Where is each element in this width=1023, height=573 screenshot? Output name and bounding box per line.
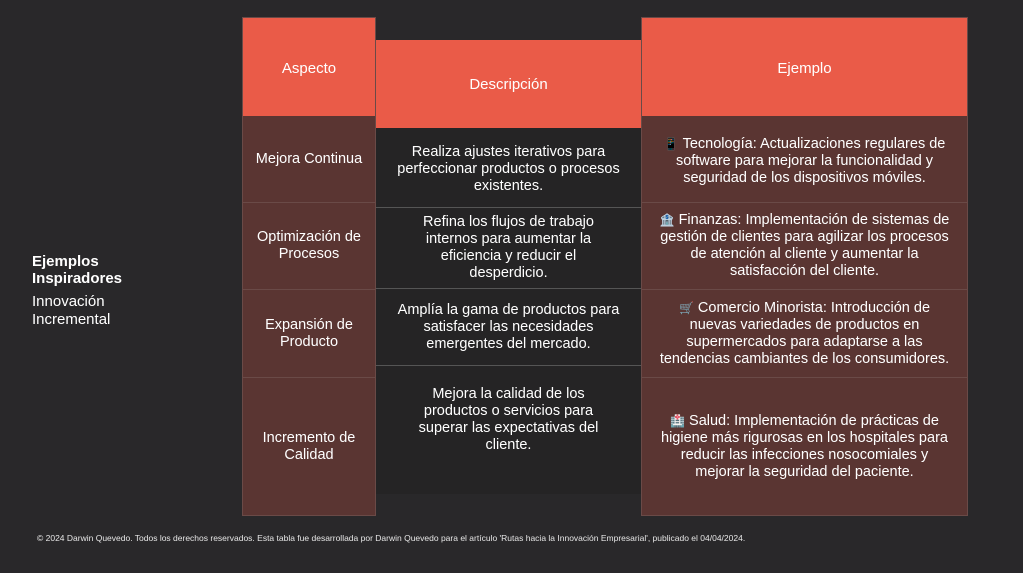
aspecto-header: Aspecto [243, 18, 375, 116]
ejemplo-cell-4 [642, 378, 967, 515]
section-title: Ejemplos Inspiradores [32, 253, 123, 287]
side-heading [32, 253, 232, 329]
descripcion-cell-4: Mejora la calidad de los productos o servicios para superar las expectativas del cliente. [418, 386, 599, 453]
copyright-footer: © 2024 Darwin Quevedo. Todos los derechos reservados. Esta tabla fue desarrollada por Darwin Quevedo para el artículo 'Rutas hacia la Innovación Empresarial', publicado el 04/04/2024. [37, 533, 746, 543]
descripcion-cell-1: Realiza ajustes iterativos para perfeccionar productos o procesos existentes. [397, 143, 620, 194]
aspecto-column [242, 17, 376, 516]
hospital-icon: 🏥 [670, 413, 686, 428]
aspecto-cell-2: Optimización de Procesos [257, 229, 361, 262]
mobile-phone-icon: 📱 [663, 136, 679, 151]
descripcion-column [376, 40, 641, 494]
descripcion-cell-2: Refina los flujos de trabajo internos para aumentar la eficiencia y reducir el desperdicio. [423, 214, 594, 281]
shopping-cart-icon: 🛒 [678, 300, 694, 315]
ejemplo-cell-1 [642, 116, 967, 202]
ejemplo-column [641, 17, 968, 516]
descripcion-header: Descripción [376, 40, 641, 128]
aspecto-cell-1: Mejora Continua [255, 150, 363, 167]
ejemplo-text: Comercio Minorista: Introducción de nuevas variedades de productos en supermercados para adaptarse a las tendencias cambiantes de los consumidores. [659, 299, 950, 367]
aspecto-cell-3: Expansión de Producto [265, 316, 353, 350]
ejemplo-text: Salud: Implementación de prácticas de higiene más rigurosas en los hospitales para reducir las infecciones nosocomiales y mejorar la seguridad del paciente. [661, 412, 948, 480]
descripcion-cell-3: Amplía la gama de productos para satisfacer las necesidades emergentes del mercado. [397, 301, 620, 352]
ejemplo-cell-2 [642, 203, 967, 289]
section-subtitle: Innovación Incremental [32, 293, 111, 328]
ejemplo-header: Ejemplo [642, 18, 967, 116]
ejemplo-text: Finanzas: Implementación de sistemas de gestión de clientes para agilizar los procesos de atención al cliente y aumentar la satisfacción del cliente. [660, 212, 950, 279]
aspecto-cell-4: Incremento de Calidad [262, 429, 356, 463]
ejemplo-text: Tecnología: Actualizaciones regulares de software para mejorar la funcionalidad y seguridad de los dispositivos móviles. [675, 135, 946, 186]
ejemplo-cell-3 [642, 290, 967, 377]
bank-icon: 🏦 [659, 213, 675, 227]
